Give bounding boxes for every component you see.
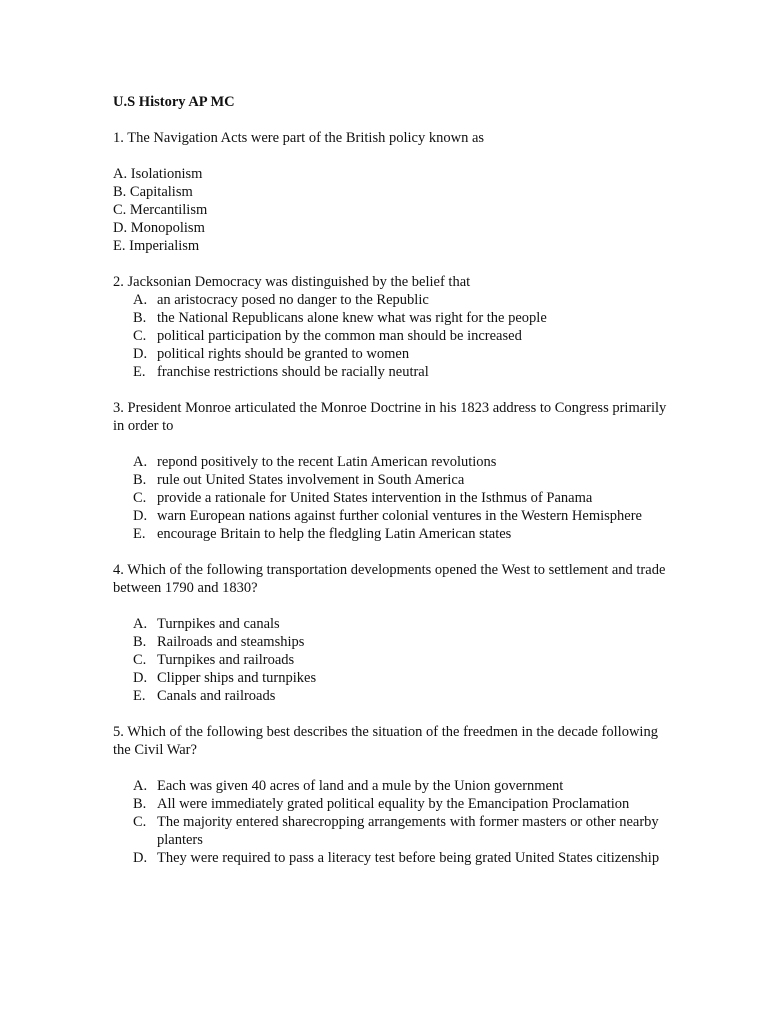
choice-text: provide a rationale for United States intervention in the Isthmus of Panama <box>157 490 593 506</box>
choice-text: franchise restrictions should be racially neutral <box>157 364 429 380</box>
choice-text: encourage Britain to help the fledgling Latin American states <box>157 526 512 542</box>
choice-text: Imperialism <box>129 238 200 254</box>
question-stem: 3. President Monroe articulated the Monroe Doctrine in his 1823 address to Congress primarily in order to <box>113 400 667 434</box>
question-stem: 1. The Navigation Acts were part of the British policy known as <box>113 130 485 146</box>
choice-letter: A. <box>133 616 148 632</box>
choice-text: All were immediately grated political equality by the Emancipation Proclamation <box>157 796 630 812</box>
choice-text: repond positively to the recent Latin American revolutions <box>157 454 497 470</box>
choice-letter: E. <box>113 238 126 254</box>
question-stem: 5. Which of the following best describes the situation of the freedmen in the decade following the Civil War? <box>113 724 658 758</box>
choice-text: They were required to pass a literacy test before being grated United States citizenship <box>157 850 660 866</box>
answer-choice <box>113 633 673 651</box>
answer-choice <box>113 327 673 345</box>
choice-letter: A. <box>113 166 128 182</box>
choice-text: political participation by the common man should be increased <box>157 328 522 344</box>
choice-letter: D. <box>113 220 128 236</box>
choice-letter: A. <box>133 778 148 794</box>
choice-text: rule out United States involvement in South America <box>157 472 465 488</box>
answer-choice <box>113 615 673 633</box>
choice-text: Clipper ships and turnpikes <box>157 670 317 686</box>
question-1 <box>113 129 673 255</box>
answer-choice <box>113 669 673 687</box>
answer-choice <box>113 453 673 471</box>
answer-choice <box>113 489 673 507</box>
choice-letter: E. <box>133 526 146 542</box>
answer-choice <box>113 471 673 489</box>
choice-letter: D. <box>133 508 148 524</box>
document-title: U.S History AP MC <box>113 94 235 110</box>
choice-text: Each was given 40 acres of land and a mule by the Union government <box>157 778 564 794</box>
choice-text: an aristocracy posed no danger to the Republic <box>157 292 429 308</box>
answer-choice <box>113 525 673 543</box>
choice-letter: C. <box>133 652 147 668</box>
answer-choice <box>113 219 673 237</box>
answer-choice <box>113 291 673 309</box>
question-3 <box>113 399 673 543</box>
choice-text: Mercantilism <box>129 202 208 218</box>
answer-choice <box>113 687 673 705</box>
choice-text: The majority entered sharecropping arrangements with former masters or other nearby planters <box>157 814 659 848</box>
choice-letter: B. <box>133 472 147 488</box>
answer-choices <box>113 777 673 867</box>
answer-choices <box>113 291 673 381</box>
answer-choices <box>113 453 673 543</box>
choice-text: Monopolism <box>130 220 205 236</box>
answer-choice <box>113 651 673 669</box>
answer-choice <box>113 363 673 381</box>
choice-letter: C. <box>133 328 147 344</box>
choice-letter: E. <box>133 364 146 380</box>
choice-letter: C. <box>113 202 127 218</box>
choice-text: Capitalism <box>129 184 193 200</box>
choice-text: Turnpikes and railroads <box>157 652 295 668</box>
choice-letter: A. <box>133 454 148 470</box>
document-page <box>113 93 673 885</box>
answer-choice <box>113 813 673 849</box>
question-5 <box>113 723 673 867</box>
choice-letter: A. <box>133 292 148 308</box>
choice-text: Railroads and steamships <box>157 634 305 650</box>
answer-choice <box>113 183 673 201</box>
question-stem: 2. Jacksonian Democracy was distinguished by the belief that <box>113 274 471 290</box>
question-4 <box>113 561 673 705</box>
choice-text: Isolationism <box>130 166 203 182</box>
choice-letter: D. <box>133 346 148 362</box>
choice-letter: C. <box>133 490 147 506</box>
answer-choice <box>113 237 673 255</box>
answer-choice <box>113 345 673 363</box>
choice-letter: B. <box>133 634 147 650</box>
answer-choice <box>113 507 673 525</box>
question-2 <box>113 273 673 381</box>
choice-letter: E. <box>133 688 146 704</box>
answer-choice <box>113 165 673 183</box>
choice-letter: D. <box>133 850 148 866</box>
question-stem: 4. Which of the following transportation developments opened the West to settlement and trade between 1790 and 1830? <box>113 562 666 596</box>
choice-text: political rights should be granted to women <box>157 346 410 362</box>
answer-choice <box>113 309 673 327</box>
choice-letter: B. <box>133 796 147 812</box>
answer-choice <box>113 795 673 813</box>
choice-letter: D. <box>133 670 148 686</box>
choice-letter: B. <box>133 310 147 326</box>
choice-letter: B. <box>113 184 127 200</box>
choice-letter: C. <box>133 814 147 830</box>
answer-choice <box>113 849 673 867</box>
answer-choice <box>113 777 673 795</box>
choice-text: Turnpikes and canals <box>157 616 280 632</box>
answer-choice <box>113 201 673 219</box>
answer-choices <box>113 615 673 705</box>
choice-text: the National Republicans alone knew what was right for the people <box>157 310 547 326</box>
choice-text: Canals and railroads <box>157 688 276 704</box>
choice-text: warn European nations against further colonial ventures in the Western Hemisphere <box>157 508 642 524</box>
